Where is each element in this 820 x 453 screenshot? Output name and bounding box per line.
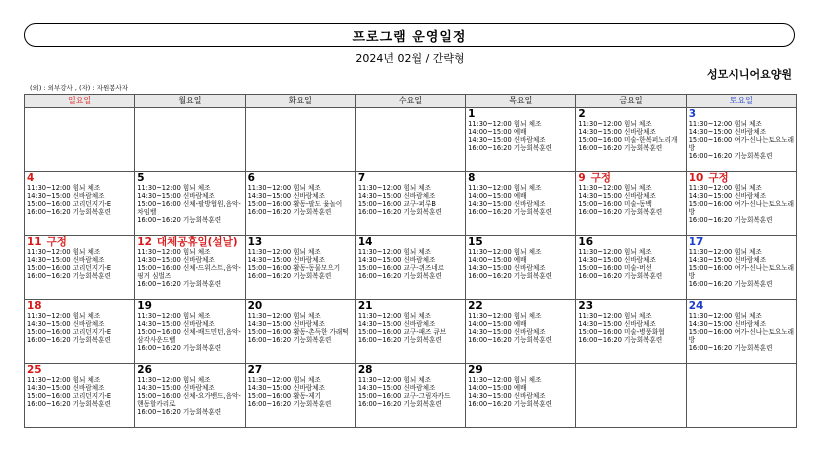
activity-item: 11:30~12:00 힘뇌 체조	[357, 248, 432, 256]
calendar-day-cell	[135, 108, 245, 172]
activity-item: 14:30~15:00 신바람체조	[247, 320, 326, 328]
activity-item: 15:00~16:00 신체-팔방협원,음악-차임벨	[137, 200, 241, 216]
activity-item: 11:30~12:00 힘뇌 체조	[578, 248, 652, 256]
day-number: 10	[688, 172, 704, 184]
activity-item: 11:30~12:00 힘뇌 체조	[137, 376, 211, 384]
activity-item: 11:30~12:00 힘뇌 체조	[688, 312, 762, 320]
calendar-day-cell	[686, 172, 796, 236]
day-heading	[248, 236, 355, 248]
activity-item: 16:00~16:20 기능회복훈련	[468, 272, 552, 280]
day-number: 16	[578, 236, 594, 248]
day-number: 17	[688, 236, 704, 248]
calendar-day-cell	[355, 236, 465, 300]
activity-item: 14:30~15:00 신바람체조	[468, 392, 546, 400]
activity-item: 11:30~12:00 힘뇌 체조	[27, 184, 101, 192]
activity-item: 15:00~16:00 교구-그림자카드	[357, 392, 451, 400]
calendar-day-cell	[25, 300, 135, 364]
day-number: 20	[247, 300, 263, 312]
activity-item: 11:30~12:00 힘뇌 체조	[357, 312, 432, 320]
activity-item: 16:00~16:20 기능회복훈련	[137, 216, 222, 224]
activity-item: 14:00~15:00 예배	[468, 320, 527, 328]
activity-item: 16:00~16:20 기능회복훈련	[27, 400, 111, 408]
weekday-header-row	[25, 95, 797, 108]
activity-item: 15:00~16:00 활동-제기	[247, 392, 322, 400]
activity-item: 16:00~16:20 기능회복훈련	[688, 216, 773, 224]
activity-item: 16:00~16:20 기능회복훈련	[578, 272, 663, 280]
activity-item: 15:00~16:00 활동-동물모으기	[247, 264, 341, 272]
day-heading	[358, 300, 465, 312]
calendar-day-cell	[686, 364, 796, 428]
day-heading	[248, 300, 355, 312]
calendar-day-cell	[576, 172, 686, 236]
activity-item: 14:30~15:00 신바람체조	[27, 320, 105, 328]
calendar-day-cell	[576, 300, 686, 364]
activity-item: 14:30~15:00 신바람체조	[578, 320, 656, 328]
calendar-day-cell	[576, 364, 686, 428]
day-number: 19	[137, 300, 152, 312]
day-number: 12	[137, 236, 152, 248]
activity-item: 11:30~12:00 힘뇌 체조	[137, 184, 211, 192]
calendar-week-row	[25, 236, 797, 300]
activity-item: 15:00~16:00 여가-신나는토요노래방	[688, 328, 795, 344]
calendar-day-cell	[135, 300, 245, 364]
activity-item: 15:00~16:00 활동-촌득한 가래떡	[247, 328, 349, 336]
activity-item: 15:00~16:00 고리던지기-E	[27, 392, 112, 400]
calendar-day-cell	[355, 300, 465, 364]
activity-item: 16:00~16:20 기능회복훈련	[468, 336, 552, 344]
activity-item: 16:00~16:20 기능회복훈련	[468, 208, 552, 216]
activity-item: 14:30~15:00 신바람체조	[27, 192, 105, 200]
holiday-label: 구정	[590, 172, 612, 184]
activity-item: 15:00~16:00 미술-버선	[578, 264, 652, 272]
activity-item: 14:30~15:00 신바람체조	[27, 256, 105, 264]
day-number: 2	[578, 108, 586, 120]
activity-item: 15:00~16:00 고리던지기-E	[27, 200, 112, 208]
activity-item: 11:30~12:00 힘뇌 체조	[247, 376, 321, 384]
activity-item: 15:00~16:00 미술-병풍화협	[578, 328, 665, 336]
activity-item: 14:00~15:00 예배	[468, 384, 527, 392]
day-heading	[468, 172, 575, 184]
calendar-day-cell	[25, 108, 135, 172]
calendar-day-cell	[25, 236, 135, 300]
activity-item: 14:00~15:00 예배	[468, 128, 527, 136]
activity-item: 14:30~15:00 신바람체조	[357, 320, 436, 328]
activity-item: 15:00~16:00 신체-요가밴드,음악-핸동할카리로	[137, 392, 241, 408]
activity-item: 11:30~12:00 힘뇌 체조	[578, 184, 652, 192]
activity-item: 11:30~12:00 힘뇌 체조	[468, 248, 542, 256]
activity-item: 15:00~16:00 여가-신나는토요노래방	[688, 136, 795, 152]
day-number: 28	[357, 364, 373, 376]
day-heading	[689, 172, 796, 184]
calendar-day-cell	[355, 364, 465, 428]
weekday-tuesday: 화요일	[245, 95, 355, 108]
activity-item: 14:30~15:00 신바람체조	[578, 128, 656, 136]
activity-item: 16:00~16:20 기능회복훈련	[578, 208, 663, 216]
activity-item: 14:30~15:00 신바람체조	[468, 136, 546, 144]
activity-item: 11:30~12:00 힘뇌 체조	[357, 376, 432, 384]
activity-item: 16:00~16:20 기능회복훈련	[247, 400, 332, 408]
activity-item: 14:30~15:00 신바람체조	[247, 384, 326, 392]
day-number: 24	[688, 300, 704, 312]
activity-item: 14:30~15:00 신바람체조	[137, 256, 215, 264]
day-number: 5	[137, 172, 145, 184]
activity-item: 11:30~12:00 힘뇌 체조	[578, 120, 652, 128]
activity-item: 16:00~16:20 기능회복훈련	[357, 272, 442, 280]
day-heading	[137, 236, 244, 248]
activity-item: 14:30~15:00 신바람체조	[578, 192, 656, 200]
day-number: 9	[578, 172, 586, 184]
day-number: 25	[27, 364, 42, 376]
day-heading	[689, 236, 796, 248]
day-heading	[578, 300, 685, 312]
activity-item: 16:00~16:20 기능회복훈련	[357, 208, 442, 216]
activity-item: 11:30~12:00 힘뇌 체조	[27, 376, 101, 384]
activity-item: 11:30~12:00 힘뇌 체조	[247, 184, 321, 192]
activity-item: 16:00~16:20 기능회복훈련	[137, 344, 222, 352]
calendar-day-cell	[466, 300, 576, 364]
activity-item: 15:00~16:00 교구-퀴즈네르	[357, 264, 445, 272]
activity-item: 15:00~16:00 미술-동백	[578, 200, 652, 208]
calendar-day-cell	[25, 364, 135, 428]
calendar-day-cell	[686, 300, 796, 364]
organization-name: 성모시니어요양원	[706, 68, 792, 81]
activity-item: 16:00~16:20 기능회복훈련	[247, 272, 332, 280]
activity-item: 14:30~15:00 신바람체조	[688, 128, 767, 136]
activity-item: 11:30~12:00 힘뇌 체조	[468, 120, 542, 128]
activity-item: 14:30~15:00 신바람체조	[27, 384, 105, 392]
day-number: 26	[137, 364, 152, 376]
activity-item: 11:30~12:00 힘뇌 체조	[27, 248, 101, 256]
holiday-label: 구정	[708, 172, 729, 184]
activity-item: 16:00~16:20 기능회복훈련	[137, 408, 222, 416]
activity-item: 16:00~16:20 기능회복훈련	[247, 208, 332, 216]
day-heading	[358, 172, 465, 184]
day-heading	[248, 172, 355, 184]
calendar-day-cell	[355, 108, 465, 172]
weekday-saturday: 토요일	[686, 95, 796, 108]
calendar-day-cell	[245, 172, 355, 236]
page-title-text: 프로그램 운영일정	[352, 29, 467, 45]
activity-item: 11:30~12:00 힘뇌 체조	[468, 376, 542, 384]
activity-item: 16:00~16:20 기능회복훈련	[468, 144, 552, 152]
activity-item: 16:00~16:20 기능회복훈련	[578, 144, 663, 152]
activity-item: 11:30~12:00 힘뇌 체조	[688, 120, 762, 128]
day-number: 6	[247, 172, 255, 184]
calendar-day-cell	[576, 108, 686, 172]
activity-item: 16:00~16:20 기능회복훈련	[688, 280, 773, 288]
day-number: 22	[468, 300, 483, 312]
activity-item: 14:30~15:00 신바람체조	[578, 256, 656, 264]
calendar-week-row	[25, 172, 797, 236]
page-title	[24, 23, 795, 47]
day-number: 11	[27, 236, 42, 248]
activity-item: 14:30~15:00 신바람체조	[137, 192, 215, 200]
day-heading	[27, 172, 134, 184]
activity-item: 14:30~15:00 신바람체조	[688, 320, 767, 328]
activity-item: 11:30~12:00 힘뇌 체조	[468, 312, 542, 320]
calendar-day-cell	[245, 364, 355, 428]
day-heading	[248, 364, 355, 376]
day-number: 15	[468, 236, 483, 248]
activity-item: 14:30~15:00 신바람체조	[468, 328, 546, 336]
day-number: 13	[247, 236, 263, 248]
day-heading	[578, 172, 685, 184]
weekday-friday: 금요일	[576, 95, 686, 108]
day-heading	[137, 172, 244, 184]
day-number: 23	[578, 300, 594, 312]
calendar-day-cell	[686, 108, 796, 172]
day-heading	[27, 300, 134, 312]
activity-item: 11:30~12:00 힘뇌 체조	[247, 248, 321, 256]
activity-item: 16:00~16:20 기능회복훈련	[357, 400, 442, 408]
day-heading	[27, 236, 134, 248]
activity-item: 11:30~12:00 힘뇌 체조	[247, 312, 321, 320]
activity-item: 14:30~15:00 신바람체조	[247, 256, 326, 264]
calendar-day-cell	[466, 236, 576, 300]
day-number: 14	[357, 236, 373, 248]
activity-item: 15:00~16:00 미술-한복퍼노리개	[578, 136, 678, 144]
activity-item: 14:30~15:00 신바람체조	[137, 320, 215, 328]
day-number: 1	[468, 108, 476, 120]
day-heading	[468, 236, 575, 248]
day-heading	[468, 300, 575, 312]
activity-item: 15:00~16:00 활동-팔도 윷놀이	[247, 200, 343, 208]
activity-item: 14:30~15:00 신바람체조	[468, 200, 546, 208]
calendar-day-cell	[686, 236, 796, 300]
activity-item: 16:00~16:20 기능회복훈련	[137, 280, 222, 288]
activity-item: 14:00~15:00 예배	[468, 256, 527, 264]
activity-item: 14:30~15:00 신바람체조	[688, 256, 767, 264]
day-heading	[689, 300, 796, 312]
day-heading	[468, 364, 575, 376]
calendar-day-cell	[576, 236, 686, 300]
activity-item: 14:30~15:00 신바람체조	[357, 192, 436, 200]
calendar-day-cell	[466, 364, 576, 428]
activity-item: 15:00~16:00 신체-드위스트,음악-핑거 심벌즈	[137, 264, 241, 280]
day-number: 27	[247, 364, 263, 376]
day-heading	[27, 364, 134, 376]
activity-item: 16:00~16:20 기능회복훈련	[688, 152, 773, 160]
day-heading	[137, 364, 244, 376]
activity-item: 11:30~12:00 힘뇌 체조	[357, 184, 432, 192]
activity-item: 11:30~12:00 힘뇌 체조	[688, 248, 762, 256]
day-number: 8	[468, 172, 476, 184]
calendar-week-row	[25, 300, 797, 364]
weekday-wednesday: 수요일	[355, 95, 465, 108]
activity-item: 11:30~12:00 힘뇌 체조	[137, 248, 211, 256]
calendar-day-cell	[245, 300, 355, 364]
day-number: 21	[357, 300, 373, 312]
activity-item: 16:00~16:20 기능회복훈련	[468, 400, 552, 408]
calendar-day-cell	[245, 236, 355, 300]
calendar-table	[24, 94, 797, 428]
activity-item: 11:30~12:00 힘뇌 체조	[578, 312, 652, 320]
day-heading	[578, 108, 685, 120]
activity-item: 14:00~15:00 예배	[468, 192, 527, 200]
activity-item: 14:30~15:00 신바람체조	[468, 264, 546, 272]
day-number: 7	[357, 172, 366, 184]
day-number: 29	[468, 364, 483, 376]
page-subtitle: 2024년 02월 / 간략형	[355, 52, 465, 65]
activity-item: 11:30~12:00 힘뇌 체조	[27, 312, 101, 320]
weekday-thursday: 목요일	[466, 95, 576, 108]
activity-item: 15:00~16:00 여가-신나는토요노래방	[688, 200, 795, 216]
activity-item: 15:00~16:00 고리던지기-E	[27, 328, 112, 336]
activity-item: 14:30~15:00 신바람체조	[357, 256, 436, 264]
calendar-week-row	[25, 108, 797, 172]
legend-note: (외) : 외부강사 , (자) : 자원봉사자	[30, 84, 129, 92]
calendar-day-cell	[135, 364, 245, 428]
day-heading	[578, 236, 685, 248]
activity-item: 16:00~16:20 기능회복훈련	[247, 336, 332, 344]
calendar-day-cell	[135, 172, 245, 236]
holiday-label: 대체공휴일(설날)	[156, 236, 238, 248]
activity-item: 16:00~16:20 기능회복훈련	[357, 336, 442, 344]
activity-item: 11:30~12:00 힘뇌 체조	[137, 312, 211, 320]
activity-item: 16:00~16:20 기능회복훈련	[688, 344, 773, 352]
activity-item: 16:00~16:20 기능회복훈련	[27, 336, 111, 344]
holiday-label: 구정	[46, 236, 67, 248]
activity-item: 14:30~15:00 신바람체조	[247, 192, 326, 200]
day-heading	[358, 236, 465, 248]
calendar-day-cell	[25, 172, 135, 236]
calendar-day-cell	[135, 236, 245, 300]
weekday-monday: 월요일	[135, 95, 245, 108]
activity-item: 16:00~16:20 기능회복훈련	[27, 208, 111, 216]
day-number: 3	[688, 108, 696, 120]
calendar-day-cell	[245, 108, 355, 172]
day-number: 18	[27, 300, 42, 312]
activity-item: 11:30~12:00 힘뇌 체조	[688, 184, 762, 192]
activity-item: 14:30~15:00 신바람체조	[137, 384, 215, 392]
calendar-week-row	[25, 364, 797, 428]
day-heading	[358, 364, 465, 376]
activity-item: 15:00~16:00 교구-퍼루B	[357, 200, 436, 208]
activity-item: 14:30~15:00 신바람체조	[357, 384, 436, 392]
day-heading	[689, 108, 796, 120]
day-heading	[468, 108, 575, 120]
calendar-day-cell	[466, 172, 576, 236]
activity-item: 15:00~16:00 여가-신나는토요노래방	[688, 264, 795, 280]
calendar-day-cell	[466, 108, 576, 172]
activity-item: 15:00~16:00 고리던지기-E	[27, 264, 112, 272]
activity-item: 15:00~16:00 교구-패즈 큐브	[357, 328, 447, 336]
day-number: 4	[27, 172, 35, 184]
activity-item: 16:00~16:20 기능회복훈련	[578, 336, 663, 344]
activity-item: 11:30~12:00 힘뇌 체조	[468, 184, 542, 192]
activity-item: 16:00~16:20 기능회복훈련	[27, 272, 111, 280]
activity-item: 15:00~16:00 신체-배드민턴,음악-삼각사운드벨	[137, 328, 241, 344]
weekday-sunday: 일요일	[25, 95, 135, 108]
activity-item: 14:30~15:00 신바람체조	[688, 192, 767, 200]
day-heading	[137, 300, 244, 312]
calendar-day-cell	[355, 172, 465, 236]
